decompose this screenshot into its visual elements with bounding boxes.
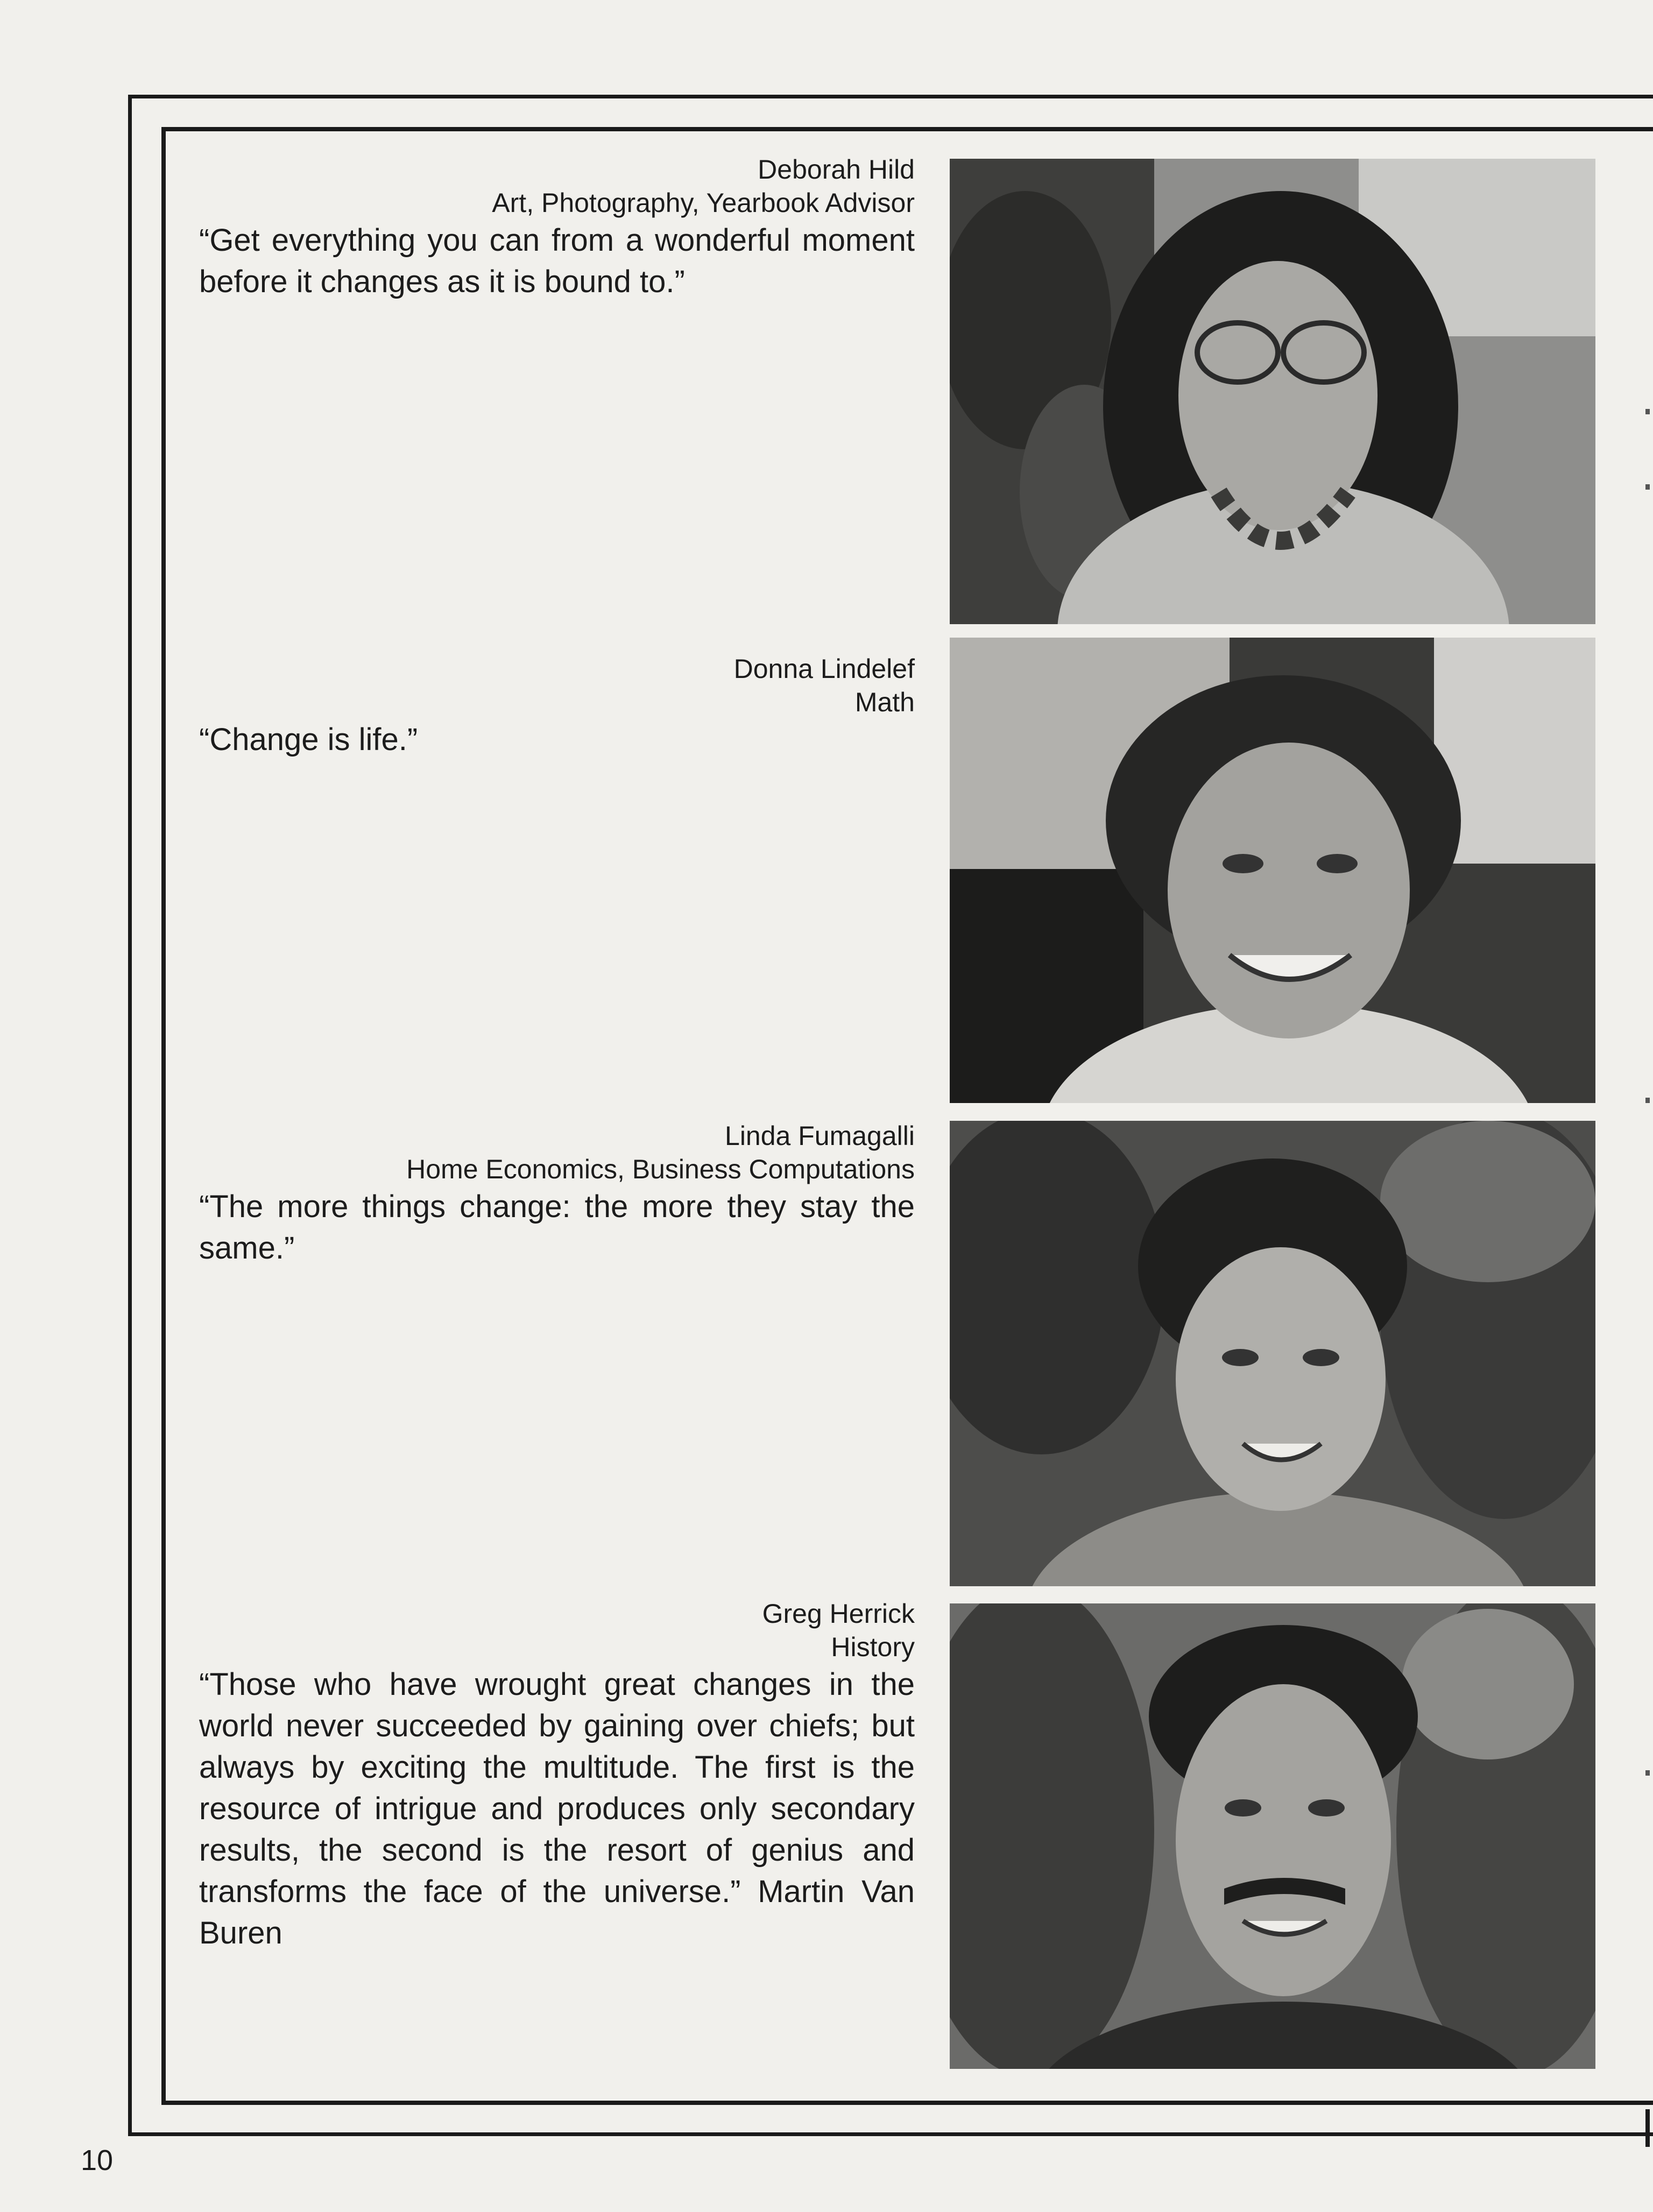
faculty-photo-hild <box>950 159 1595 624</box>
faculty-entry-hild <box>199 153 915 302</box>
edge-mark <box>1645 1770 1650 1776</box>
edge-mark <box>1645 1098 1650 1103</box>
faculty-entry-lindelef <box>199 652 915 760</box>
page-number: 10 <box>81 2144 114 2176</box>
faculty-quote: “Get everything you can from a wonderful moment before it changes as it is bound to.” <box>199 223 915 299</box>
faculty-entry-fumagalli <box>199 1119 915 1269</box>
faculty-photo-fumagalli <box>950 1121 1595 1586</box>
edge-mark <box>1645 484 1650 490</box>
faculty-name: Donna Lindelef <box>733 654 915 684</box>
edge-mark <box>1645 2109 1650 2147</box>
faculty-quote: “Those who have wrought great changes in the world never succeeded by gaining over chiefs; but always by exciting the multitude. The first is the resource of intrigue and produces only secondary results, the second is the resort of genius and transforms the face of the universe.” Martin Van Buren <box>199 1667 915 1950</box>
faculty-name: Linda Fumagalli <box>725 1121 915 1151</box>
faculty-quote: “Change is life.” <box>199 722 418 757</box>
edge-mark <box>1645 409 1650 414</box>
faculty-name: Deborah Hild <box>758 154 915 185</box>
faculty-subject: History <box>831 1632 915 1662</box>
faculty-photo-lindelef <box>950 638 1595 1103</box>
faculty-subject: Art, Photography, Yearbook Advisor <box>492 188 915 218</box>
faculty-name: Greg Herrick <box>762 1599 915 1629</box>
faculty-subject: Home Economics, Business Computations <box>406 1154 915 1184</box>
faculty-subject: Math <box>854 687 915 717</box>
faculty-entry-herrick <box>199 1597 915 1954</box>
faculty-quote: “The more things change: the more they stay the same.” <box>199 1189 915 1266</box>
faculty-photo-herrick <box>950 1603 1595 2069</box>
